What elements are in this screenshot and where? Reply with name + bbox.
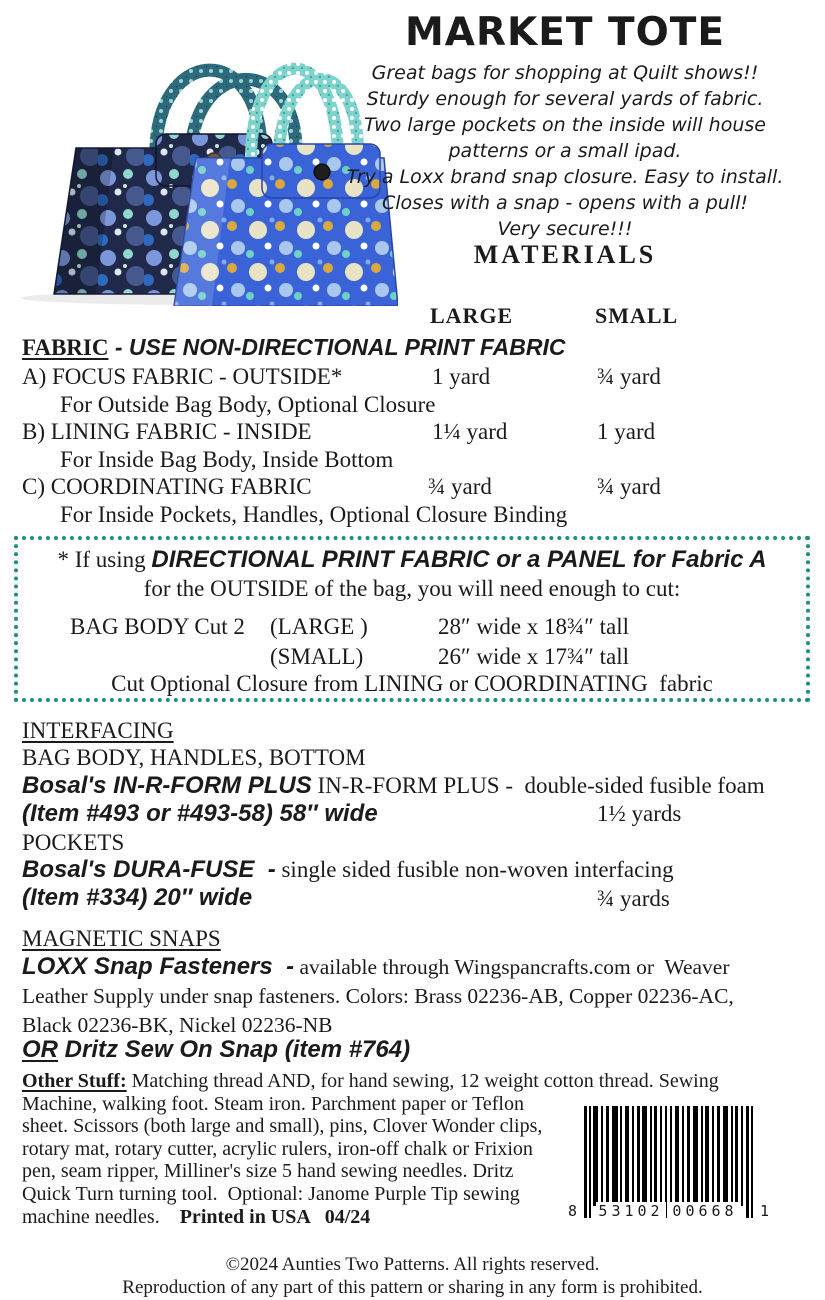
item-493-line: (Item #493 or #493-58) 58″ wide: [22, 800, 378, 827]
barcode-digits-group1: 53102: [596, 1202, 666, 1220]
footer-reproduction-notice: Reproduction of any part of this pattern or sharing in any form is prohibited.: [122, 1277, 703, 1298]
fabric-note: - USE NON-DIRECTIONAL PRINT FABRIC: [108, 334, 566, 360]
bosal-inrform-rest: IN-R-FORM PLUS - double-sided fusible foam: [311, 773, 765, 798]
directional-print-box: [14, 536, 810, 702]
column-header-large: LARGE: [430, 303, 514, 328]
barcode-digit-right: 1: [760, 1202, 770, 1220]
box-line1-bold: DIRECTIONAL PRINT FABRIC or a PANEL for Fabric A: [151, 546, 767, 573]
pockets-label: POCKETS: [22, 830, 125, 855]
loxx-bold: LOXX Snap Fasteners -: [22, 953, 295, 980]
page-title: MARKET TOTE: [404, 10, 726, 55]
fabric-row-c-small: ¾ yard: [597, 474, 661, 499]
bosal-inrform-line: [22, 772, 765, 800]
fabric-row-b-name: B) LINING FABRIC - INSIDE: [22, 419, 312, 444]
bosal-durafuse-rest: single sided fusible non-woven interfacing: [275, 857, 674, 882]
interfacing-heading: INTERFACING: [22, 718, 174, 743]
barcode-digit-left: 8: [568, 1202, 578, 1220]
printed-in-usa: Printed in USA 04/24: [179, 1205, 371, 1228]
large-cut-label: (LARGE ): [270, 614, 368, 639]
dritz-snap-rest: Dritz Sew On Snap (item #764): [58, 1036, 411, 1063]
fabric-row-c-name: C) COORDINATING FABRIC: [22, 474, 312, 499]
barcode-digits-group2: 00668: [670, 1202, 740, 1220]
fabric-row-a-sub: For Outside Bag Body, Optional Closure: [60, 392, 436, 417]
fabric-heading: FABRIC: [22, 335, 109, 360]
loxx-rest: available through Wingspancrafts.com or Weaver Leather Supply under snap fasteners. Colors: Brass 02236-AB, Copper 02236-AC, Black 02236-BK, Nickel 02236-NB: [22, 955, 734, 1037]
materials-heading: MATERIALS: [473, 240, 657, 269]
other-stuff-body: Matching thread AND, for hand sewing, 12 weight cotton thread. Sewing Machine, walking foot. Steam iron. Parchment paper or Teflon sheet. Scissors (both large and small), pins, Clover Wonder clips, rotary mat, rotary cutter, acrylic rulers, iron-off chalk or Frixion pen, seam ripper, Milliner's size 5 hand sewing needles. Dritz Quick Turn turning tool. Optional: Janome Purple Tip sewing machine needles.: [22, 1070, 719, 1228]
magnetic-snaps-heading: MAGNETIC SNAPS: [22, 926, 221, 951]
fabric-heading-line: [22, 334, 566, 361]
box-line2: for the OUTSIDE of the bag, you will need enough to cut:: [143, 576, 681, 601]
fabric-row-c-sub: For Inside Pockets, Handles, Optional Closure Binding: [60, 502, 568, 527]
column-header-small: SMALL: [595, 303, 679, 328]
box-last-line: Cut Optional Closure from LINING or COORDINATING fabric: [111, 671, 713, 696]
dritz-snap-line: [22, 1036, 410, 1064]
fabric-row-b-small: 1 yard: [597, 419, 656, 444]
right-bag-snap-button: [314, 164, 330, 180]
other-stuff-heading: Other Stuff:: [22, 1070, 127, 1092]
bosal-inrform-bold: Bosal's IN-R-FORM PLUS: [22, 772, 312, 799]
loxx-paragraph: [22, 953, 734, 1041]
or-label: OR: [22, 1036, 58, 1063]
fabric-row-a-name: A) FOCUS FABRIC - OUTSIDE*: [22, 364, 343, 389]
fabric-row-b-large: 1¼ yard: [432, 419, 508, 444]
footer-copyright: ©2024 Aunties Two Patterns. All rights reserved.: [225, 1254, 600, 1275]
item-334-line: (Item #334) 20″ wide: [22, 884, 253, 911]
box-line1-prefix: * If using: [57, 547, 152, 572]
fabric-row-b-sub: For Inside Bag Body, Inside Bottom: [60, 447, 394, 472]
item-334-qty: ¾ yards: [597, 886, 670, 911]
barcode: [560, 1102, 775, 1230]
bosal-durafuse-line: [22, 856, 674, 884]
bag-body-cut-label: BAG BODY Cut 2: [70, 614, 245, 639]
fabric-row-a-small: ¾ yard: [597, 364, 661, 389]
fabric-row-c-large: ¾ yard: [428, 474, 492, 499]
item-493-qty: 1½ yards: [597, 801, 682, 826]
small-cut-size: 26″ wide x 17¾″ tall: [438, 644, 629, 669]
small-cut-label: (SMALL): [270, 644, 364, 669]
interfacing-sub1: BAG BODY, HANDLES, BOTTOM: [22, 745, 366, 770]
bosal-durafuse-bold: Bosal's DURA-FUSE -: [22, 856, 276, 883]
tagline: Great bags for shopping at Quilt shows!! Sturdy enough for several yards of fabric. Two large pockets on the inside will house patterns or a small ipad. Try a Loxx brand snap closure. Easy to install. Closes with a snap - opens with a pull! Very secure!!!: [346, 62, 784, 240]
large-cut-size: 28″ wide x 18¾″ tall: [438, 614, 629, 639]
box-line1: [18, 546, 806, 574]
fabric-row-a-large: 1 yard: [432, 364, 491, 389]
